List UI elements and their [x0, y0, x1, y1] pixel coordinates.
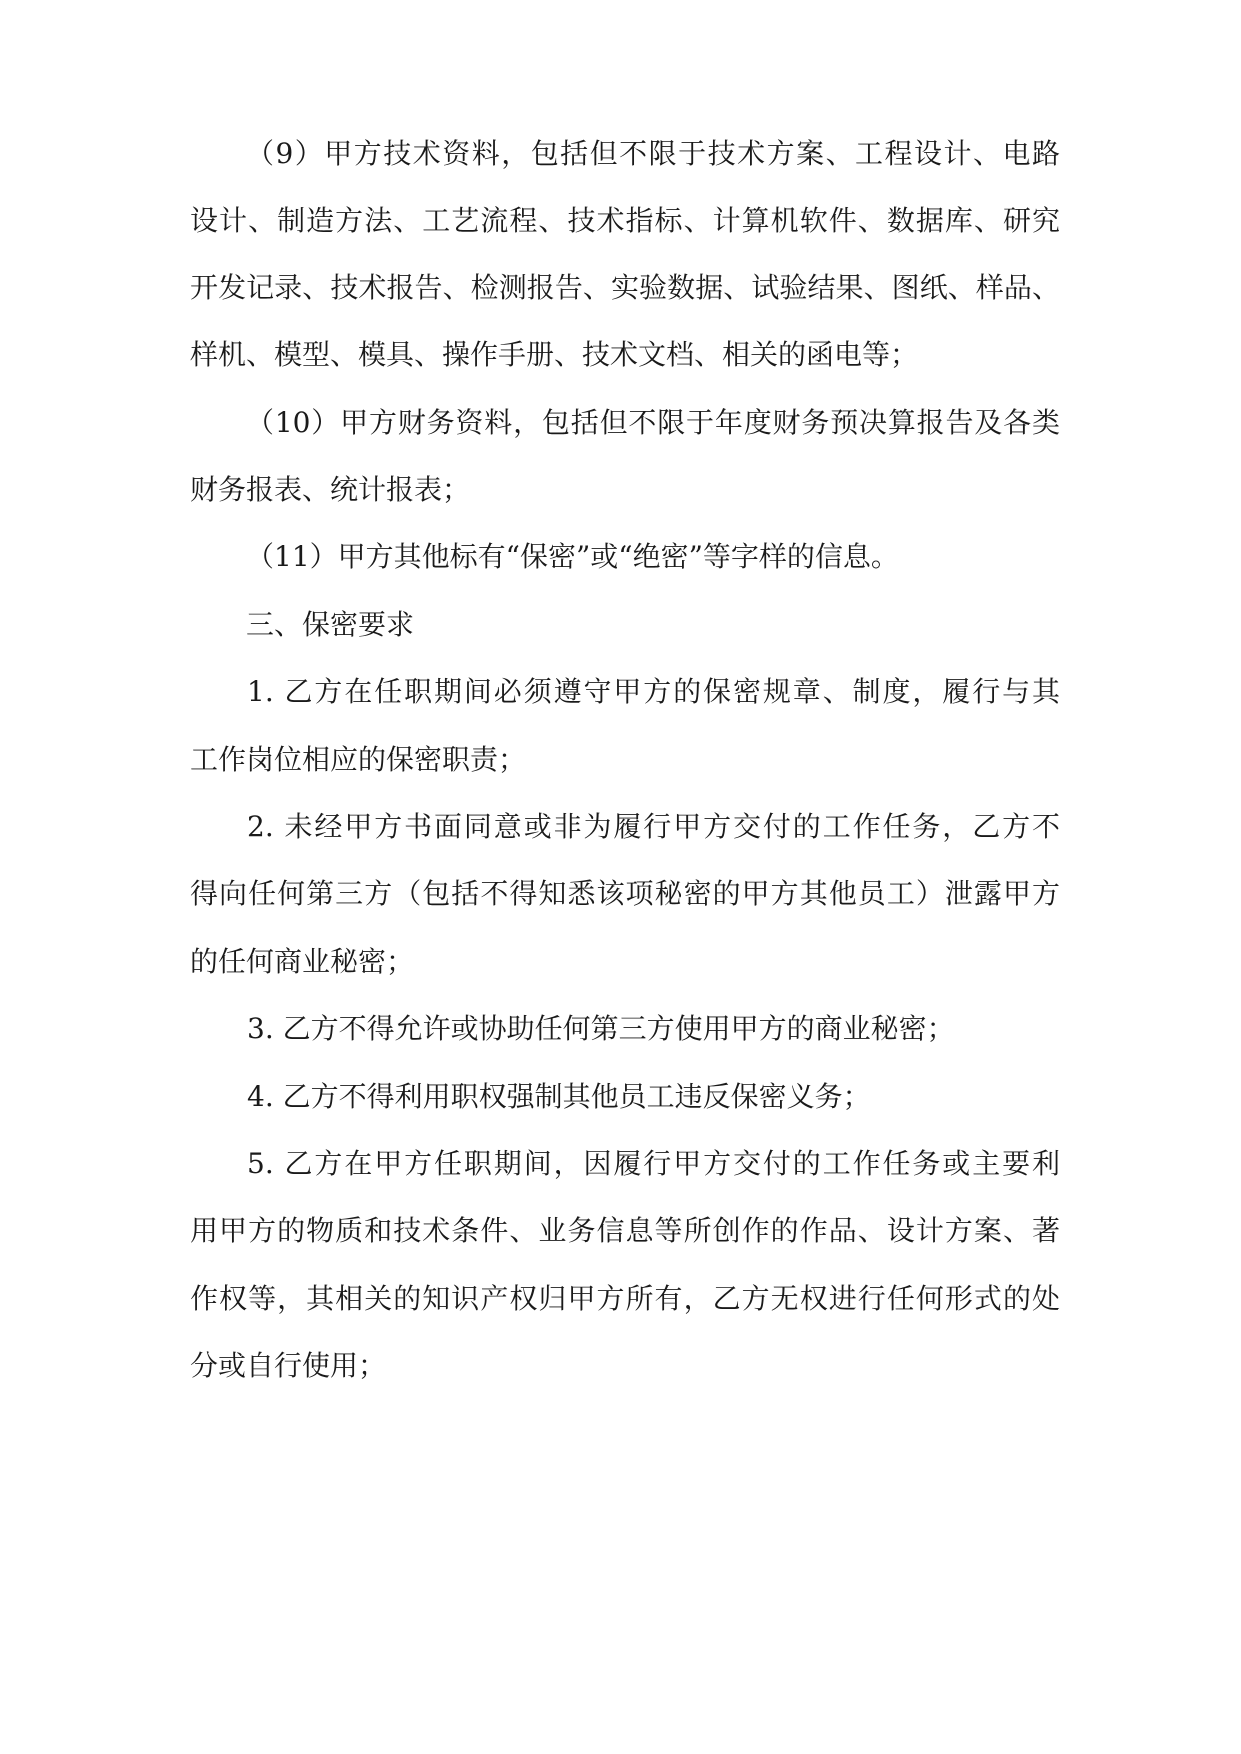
section-heading: 三、保密要求: [246, 608, 415, 641]
text-line: 用甲方的物质和技术条件、业务信息等所创作的作品、设计方案、著: [190, 1214, 1060, 1247]
text-line: 样机、模型、模具、操作手册、技术文档、相关的函电等；: [190, 338, 919, 371]
text-line: 分或自行使用；: [190, 1349, 387, 1382]
text-line: 开发记录、技术报告、检测报告、实验数据、试验结果、图纸、样品、: [190, 271, 1060, 304]
text-line: 工作岗位相应的保密职责；: [190, 743, 527, 776]
text-line: 得向任何第三方（包括不得知悉该项秘密的甲方其他员工）泄露甲方: [190, 877, 1060, 910]
text-line: 财务报表、统计报表；: [190, 473, 471, 506]
text-line: 3. 乙方不得允许或协助任何第三方使用甲方的商业秘密；: [247, 1012, 955, 1045]
text-line: 作权等，其相关的知识产权归甲方所有，乙方无权进行任何形式的处: [190, 1282, 1060, 1315]
text-line: （11）甲方其他标有“保密”或“绝密”等字样的信息。: [246, 540, 899, 573]
text-line: 5. 乙方在甲方任职期间，因履行甲方交付的工作任务或主要利: [247, 1147, 1060, 1180]
text-line: 2. 未经甲方书面同意或非为履行甲方交付的工作任务，乙方不: [247, 810, 1060, 843]
text-line: （10）甲方财务资料，包括但不限于年度财务预决算报告及各类: [246, 406, 1060, 439]
text-line: （9）甲方技术资料，包括但不限于技术方案、工程设计、电路: [246, 137, 1060, 170]
text-line: 4. 乙方不得利用职权强制其他员工违反保密义务；: [247, 1080, 871, 1113]
text-line: 1. 乙方在任职期间必须遵守甲方的保密规章、制度，履行与其: [247, 675, 1060, 708]
text-line: 设计、制造方法、工艺流程、技术指标、计算机软件、数据库、研究: [190, 204, 1060, 237]
text-line: 的任何商业秘密；: [190, 945, 415, 978]
